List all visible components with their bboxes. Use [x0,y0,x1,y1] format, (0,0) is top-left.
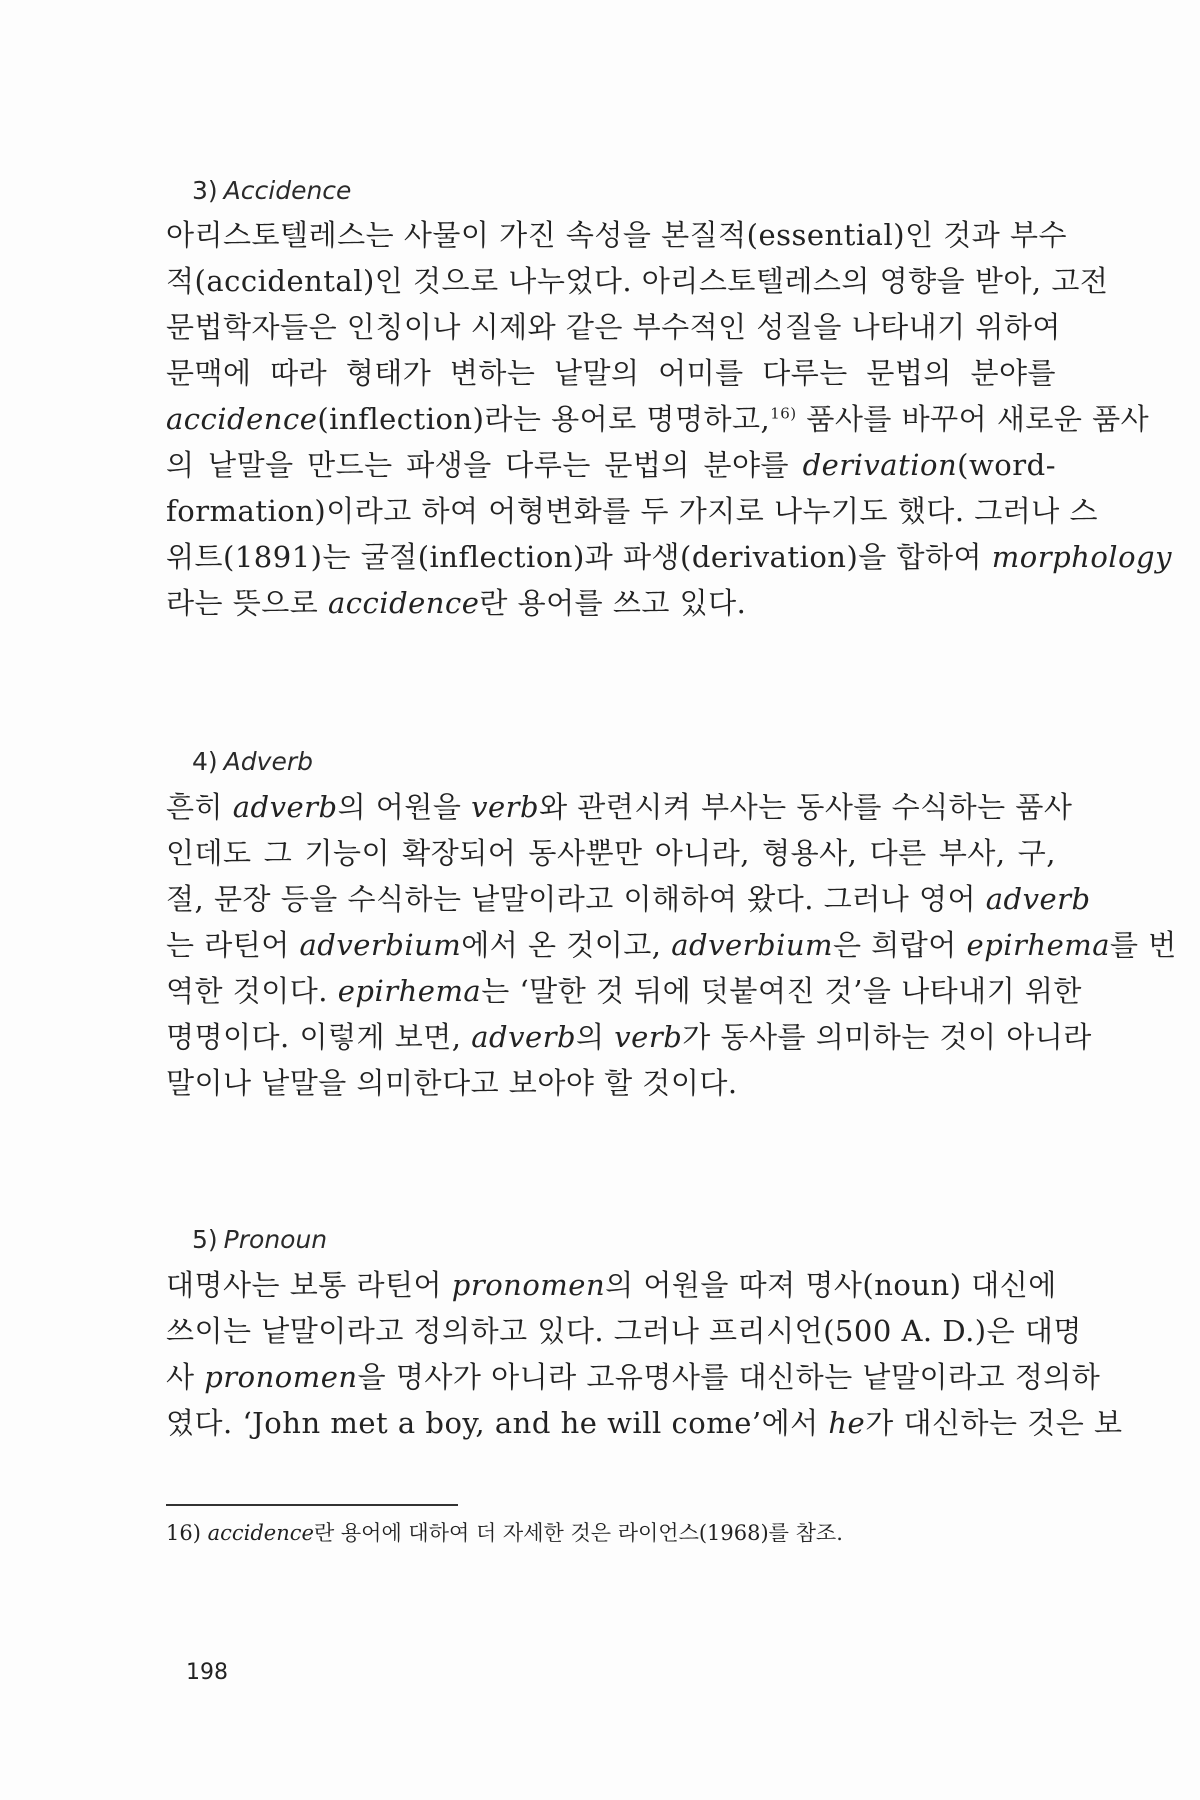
text-line [166,304,1061,350]
italic-term: verb [471,790,540,824]
paragraph-pronoun [166,1262,1123,1446]
section-heading-accidence [192,176,351,205]
italic-term: accidence [166,402,318,436]
page-number: 198 [186,1660,228,1685]
text-run: 는 ‘말한 것 뒤에 덧붙여진 것’을 나타내기 위한 [481,974,1082,1008]
text-run: 문맥에 따라 형태가 변하는 낱말의 어미를 다루는 문법의 분야를 [166,356,1056,390]
italic-term: adverbium [299,928,462,962]
text-run: 위트(1891)는 굴절(inflection)과 파생(derivation)을 합하여 [166,540,992,574]
text-run: 절, 문장 등을 수식하는 낱말이라고 이해하여 왔다. 그러나 영어 [166,882,986,916]
text-line [166,1014,1092,1060]
italic-term: adverbium [671,928,834,962]
text-line [166,350,1056,396]
text-run: 흔히 [166,790,233,824]
text-line [166,1262,1056,1308]
text-run: 인데도 그 기능이 확장되어 동사뿐만 아니라, 형용사, 다른 부사, 구, [166,836,1056,870]
text-run: 16) [166,1521,208,1545]
text-run: 을 명사가 아니라 고유명사를 대신하는 낱말이라고 정의하 [357,1360,1101,1394]
text-run: 은 희랍어 [833,928,967,962]
section-number: 5) [192,1225,218,1254]
paragraph-adverb [166,784,1177,1106]
text-line [166,396,1150,442]
italic-term: he [828,1406,866,1440]
text-run: formation)이라고 하여 어형변화를 두 가지로 나누기도 했다. 그러나 스 [166,494,1099,528]
text-run: 대명사는 보통 라틴어 [166,1268,452,1302]
text-line [166,258,1109,304]
italic-term: verb [614,1020,683,1054]
text-line [166,1060,1056,1106]
text-line [166,534,1172,580]
text-line [166,212,1068,258]
text-run: 쓰이는 낱말이라고 정의하고 있다. 그러나 프리시언(500 A. D.)은 대명 [166,1314,1082,1348]
text-line [166,784,1073,830]
text-run: 의 [576,1020,615,1054]
text-run: 명명이다. 이렇게 보면, [166,1020,472,1054]
italic-term: pronomen [451,1268,606,1302]
text-run: 에서 온 것이고, [461,928,672,962]
text-run: 적(accidental)인 것으로 나누었다. 아리스토텔레스의 영향을 받아, 고전 [166,264,1109,298]
text-run: 품사를 바꾸어 새로운 품사 [796,402,1150,436]
italic-term: morphology [991,540,1172,574]
footnote-divider [166,1504,458,1506]
text-run: (inflection)라는 용어로 명명하고, [317,402,771,436]
text-run: 란 용어를 쓰고 있다. [479,586,747,620]
text-run: 를 번 [1110,928,1177,962]
text-run: (word- [957,448,1056,482]
italic-term: adverb [471,1020,577,1054]
text-run: 라는 뜻으로 [166,586,329,620]
text-line [166,1400,1123,1446]
text-run: 문법학자들은 인칭이나 시제와 같은 부수적인 성질을 나타내기 위하여 [166,310,1061,344]
section-heading-adverb [192,747,313,776]
text-line [166,442,1056,488]
section-title: Accidence [223,176,352,205]
text-run: 의 어원을 [337,790,472,824]
text-run: 역한 것이다. [166,974,338,1008]
italic-term: accidence [207,1521,314,1545]
text-run: 와 관련시켜 부사는 동사를 수식하는 품사 [539,790,1073,824]
italic-term: epirhema [966,928,1111,962]
footnote-16 [166,1517,843,1547]
text-run: 였다. ‘John met a boy, and he will come’에서 [166,1406,829,1440]
text-run: 란 용어에 대하여 더 자세한 것은 라이언스(1968)를 참조. [313,1521,843,1545]
text-run: 말이나 낱말을 의미한다고 보아야 할 것이다. [166,1066,738,1100]
text-run: 의 어원을 따져 명사(noun) 대신에 [605,1268,1057,1302]
text-line [166,580,1056,626]
section-title: Adverb [223,747,313,776]
text-line [166,876,1091,922]
text-run: 아리스토텔레스는 사물이 가진 속성을 본질적(essential)인 것과 부수 [166,218,1068,252]
italic-term: epirhema [337,974,482,1008]
italic-term: adverb [985,882,1091,916]
text-line [166,922,1177,968]
text-run: 의 낱말을 만드는 파생을 다루는 문법의 분야를 [166,448,803,482]
section-title: Pronoun [223,1225,328,1254]
text-line [166,1354,1101,1400]
section-number: 4) [192,747,218,776]
text-line [166,830,1056,876]
text-run: 사 [166,1360,205,1394]
text-line [166,1308,1082,1354]
paragraph-accidence [166,212,1172,626]
text-line [166,488,1099,534]
italic-term: accidence [328,586,480,620]
italic-term: adverb [232,790,338,824]
section-heading-pronoun [192,1225,327,1254]
text-run: 가 동사를 의미하는 것이 아니라 [682,1020,1092,1054]
section-number: 3) [192,176,218,205]
text-line [166,968,1082,1014]
text-run: 는 라틴어 [166,928,300,962]
footnote-reference: 16) [770,404,797,423]
italic-term: pronomen [204,1360,358,1394]
italic-term: derivation [802,448,958,482]
text-run: 가 대신하는 것은 보 [865,1406,1123,1440]
